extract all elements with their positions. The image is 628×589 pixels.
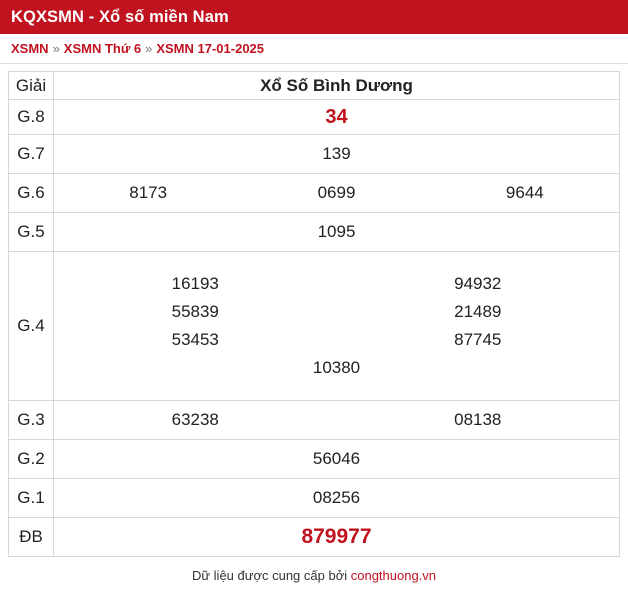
footer-link[interactable]: congthuong.vn — [350, 568, 437, 583]
table-row — [9, 213, 620, 252]
prize-number: 55839 — [171, 302, 219, 321]
prize-label: G.4 — [9, 252, 54, 401]
table-row — [9, 479, 620, 518]
prize-label: G.6 — [9, 174, 54, 213]
breadcrumb-separator-1: » — [145, 41, 153, 56]
prize-number: 63238 — [171, 410, 219, 429]
table-row — [9, 518, 620, 557]
prize-number: 1095 — [317, 222, 356, 241]
prize-values — [54, 135, 620, 174]
breadcrumb-item-2: XSMN 17-01-2025 — [156, 41, 265, 56]
prize-values — [54, 479, 620, 518]
prize-label: G.8 — [9, 100, 54, 135]
header-cell-province: Xổ Số Bình Dương — [54, 72, 620, 100]
prize-values — [54, 252, 620, 401]
breadcrumb-item-1[interactable]: XSMN Thứ 6 — [63, 41, 142, 56]
prize-label: G.3 — [9, 401, 54, 440]
table-row — [9, 440, 620, 479]
breadcrumb — [0, 34, 628, 64]
prize-values — [54, 440, 620, 479]
prize-values — [54, 213, 620, 252]
prize-number: 16193 — [171, 274, 219, 293]
prize-number: 34 — [325, 105, 348, 128]
table-header-row — [9, 72, 620, 100]
page-header — [0, 0, 628, 34]
prize-number: 94932 — [454, 274, 502, 293]
prize-label: ĐB — [9, 518, 54, 557]
prize-number: 0699 — [317, 183, 356, 202]
table-row — [9, 135, 620, 174]
table-row — [9, 174, 620, 213]
prize-number: 21489 — [454, 302, 502, 321]
prize-values — [54, 518, 620, 557]
breadcrumb-item-0[interactable]: XSMN — [11, 41, 49, 56]
breadcrumb-separator-0: » — [52, 41, 60, 56]
table-row — [9, 252, 620, 401]
prize-number: 87745 — [454, 330, 502, 349]
prize-values — [54, 401, 620, 440]
prize-label: G.1 — [9, 479, 54, 518]
prize-number: 56046 — [312, 449, 361, 468]
prize-number: 08138 — [454, 410, 502, 429]
prize-number: 08256 — [312, 488, 361, 507]
prize-label: G.5 — [9, 213, 54, 252]
prize-number: 139 — [322, 144, 351, 163]
table-row — [9, 401, 620, 440]
prize-values — [54, 100, 620, 135]
prize-number: 53453 — [171, 330, 219, 349]
footer-credit — [0, 568, 628, 583]
prize-number: 10380 — [312, 358, 361, 377]
footer-text: Dữ liệu được cung cấp bởi — [191, 568, 348, 583]
prize-label: G.7 — [9, 135, 54, 174]
prize-label: G.2 — [9, 440, 54, 479]
header-cell-prize-label: Giải — [9, 72, 54, 100]
prize-values — [54, 174, 620, 213]
prize-number: 879977 — [301, 525, 372, 548]
results-table — [8, 71, 620, 557]
prize-number: 8173 — [129, 183, 168, 202]
prize-number: 9644 — [505, 183, 544, 202]
table-row — [9, 100, 620, 135]
page-title: KQXSMN - Xổ số miền Nam — [11, 7, 229, 26]
